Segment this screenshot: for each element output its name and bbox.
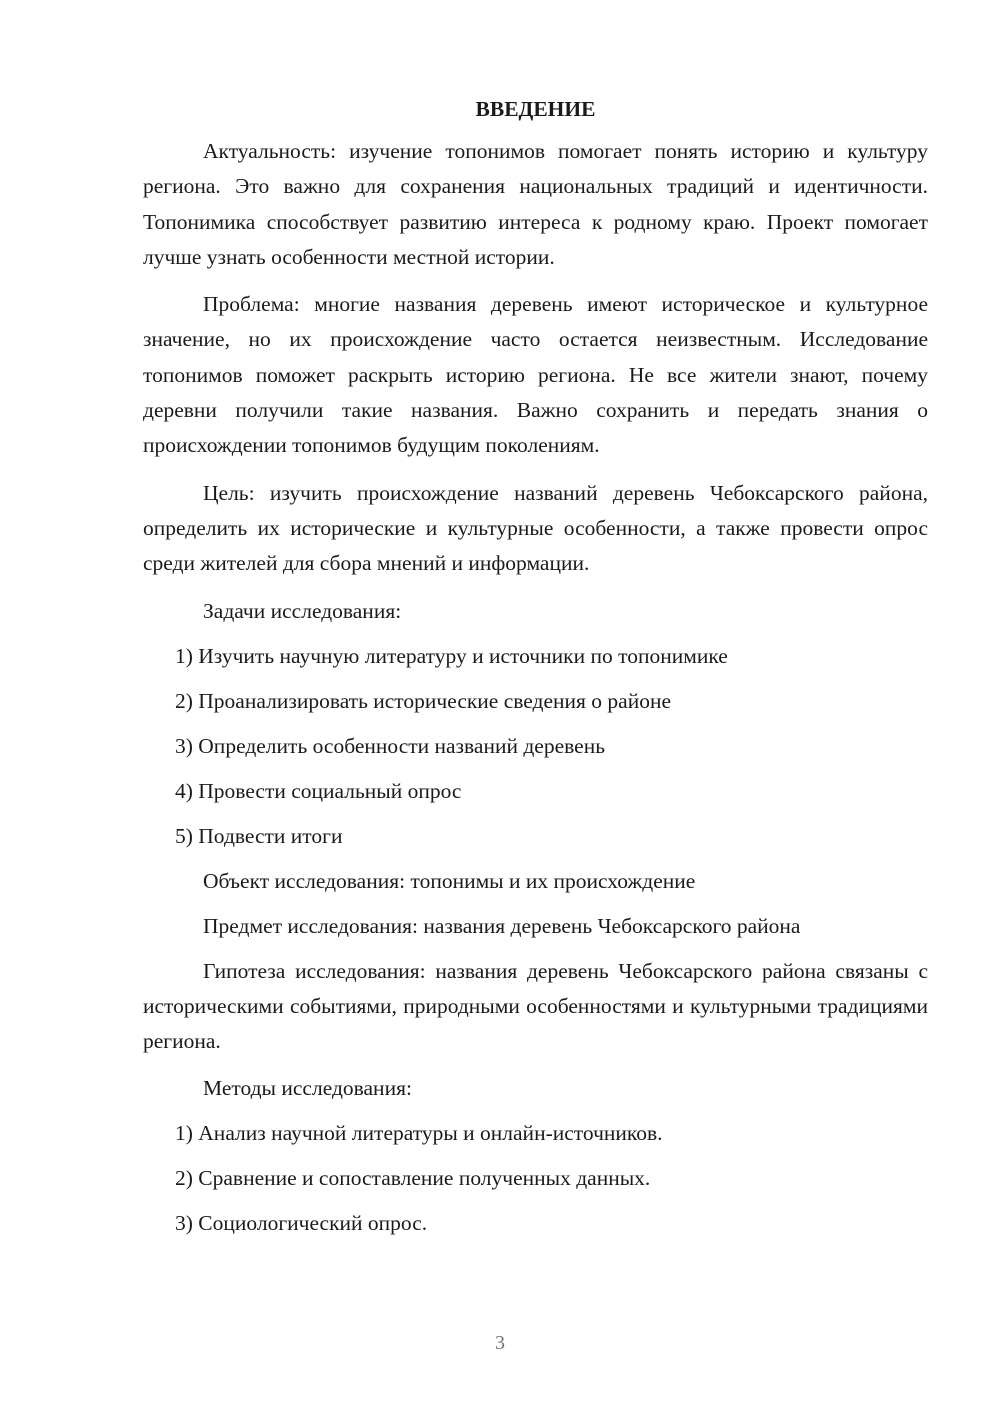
list-item: 1) Изучить научную литературу и источники по топонимике bbox=[175, 643, 728, 668]
list-item: 3) Определить особенности названий деревень bbox=[175, 733, 606, 758]
page-title: ВВЕДЕНИЕ bbox=[475, 97, 596, 121]
methods-heading: Методы исследования: bbox=[203, 1076, 412, 1101]
problem-paragraph: Проблема: многие названия деревень имеют историческое и культурное значение, но их происхождение часто остается неизвестным. Исследование топонимов поможет раскрыть историю региона. Не все жители знают, почему деревни получили такие названия. Важно сохранить и передать знания о происхождении топонимов будущим поколениям. bbox=[143, 292, 928, 458]
subject-line: Предмет исследования: названия деревень Чебоксарского района bbox=[203, 913, 801, 938]
object-line: Объект исследования: топонимы и их происхождение bbox=[203, 868, 696, 893]
page-number: 3 bbox=[495, 1332, 505, 1354]
list-item: 2) Проанализировать исторические сведения о районе bbox=[175, 688, 672, 713]
hypothesis-paragraph: Гипотеза исследования: названия деревень Чебоксарского района связаны с историческими событиями, природными особенностями и культурными традициями региона. bbox=[143, 958, 928, 1054]
list-item: 3) Социологический опрос. bbox=[175, 1211, 428, 1236]
list-item: 2) Сравнение и сопоставление полученных данных. bbox=[175, 1166, 651, 1191]
tasks-list bbox=[143, 639, 928, 854]
list-item: 5) Подвести итоги bbox=[175, 823, 343, 848]
tasks-heading: Задачи исследования: bbox=[203, 598, 402, 623]
list-item: 1) Анализ научной литературы и онлайн-источников. bbox=[175, 1121, 663, 1146]
goal-paragraph: Цель: изучить происхождение названий деревень Чебоксарского района, определить их исторические и культурные особенности, а также провести опрос среди жителей для сбора мнений и информации. bbox=[143, 480, 928, 576]
document-page bbox=[143, 92, 928, 1251]
list-item: 4) Провести социальный опрос bbox=[175, 778, 462, 803]
methods-list bbox=[143, 1116, 928, 1241]
relevance-paragraph: Актуальность: изучение топонимов помогает понять историю и культуру региона. Это важно для сохранения национальных традиций и идентичности. Топонимика способствует развитию интереса к родному краю. Проект помогает лучше узнать особенности местной истории. bbox=[143, 139, 928, 269]
